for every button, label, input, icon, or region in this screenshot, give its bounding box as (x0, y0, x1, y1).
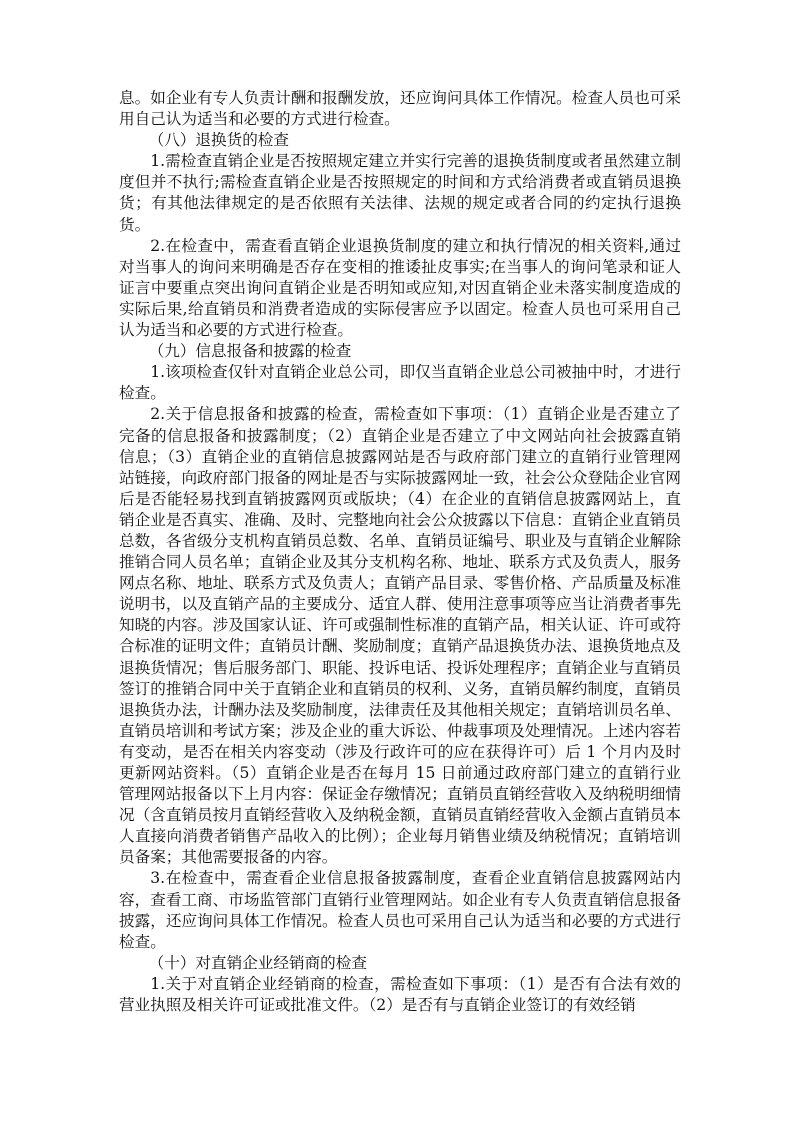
section-heading-returns: （八）退换货的检查 (148, 131, 289, 150)
paragraph-returns-2: 2.在检查中，需查看直销企业退换货制度的建立和执行情况的相关资料,通过对当事人的询问来明确是否存在变相的推诿扯皮事实;在当事人的询问笔录和证人证言中要重点突出询问直销企业是否明知或应知,对因直销企业未落实制度造成的实际后果,给直销员和消费者造成的实际侵害应予以固定。检查人员也可采用自己认为适当和必要的方式进行检查。 (119, 236, 681, 340)
paragraph-disclosure-1: 1.该项检查仅针对直销企业总公司，即仅当直销企业总公司被抽中时，才进行检查。 (119, 363, 681, 403)
paragraph-returns-1: 1.需检查直销企业是否按照规定建立并实行完善的退换货制度或者虽然建立制度但并不执行;需检查直销企业是否按照规定的时间和方式给消费者或直销员退换货；有其他法律规定的是否依照有关法律、法规的规定或者合同的约定执行退换货。 (119, 152, 681, 234)
document-body (119, 88, 681, 1016)
paragraph-continuation: 息。如企业有专人负责计酬和报酬发放，还应询问具体工作情况。检查人员也可采用自己认为适当和必要的方式进行检查。 (119, 89, 681, 129)
paragraph-disclosure-3: 3.在检查中，需查看企业信息报备披露制度，查看企业直销信息披露网站内容，查看工商、市场监管部门直销行业管理网站。如企业有专人负责直销信息报备披露，还应询问具体工作情况。检查人员也可采用自己认为适当和必要的方式进行检查。 (119, 869, 681, 951)
section-heading-distributors: （十）对直销企业经销商的检查 (148, 953, 367, 972)
paragraph-disclosure-2: 2.关于信息报备和披露的检查，需检查如下事项：（1）直销企业是否建立了完备的信息报备和披露制度；（2）直销企业是否建立了中文网站向社会披露直销信息；（3）直销企业的直销信息披露网站是否与政府部门建立的直销行业管理网站链接，向政府部门报备的网址是否与实际披露网址一致，社会公众登陆企业官网后是否能轻易找到直销披露网页或版块；（4）在企业的直销信息披露网站上，直销企业是否真实、准确、及时、完整地向社会公众披露以下信息：直销企业直销员总数，各省级分支机构直销员总数、名单、直销员证编号、职业及与直销企业解除推销合同人员名单；直销企业及其分支机构名称、地址、联系方式及负责人，服务网点名称、地址、联系方式及负责人；直销产品目录、零售价格、产品质量及标准说明书，以及直销产品的主要成分、适宜人群、使用注意事项等应当让消费者事先知晓的内容。涉及国家认证、许可或强制性标准的直销产品，相关认证、许可或符合标准的证明文件；直销员计酬、奖励制度；直销产品退换货办法、退换货地点及退换货情况；售后服务部门、职能、投诉电话、投诉处理程序；直销企业与直销员签订的推销合同中关于直销企业和直销员的权利、义务，直销员解约制度，直销员退换货办法，计酬办法及奖励制度，法律责任及其他相关规定；直销培训员名单、直销员培训和考试方案；涉及企业的重大诉讼、仲裁事项及处理情况。上述内容若有变动，是否在相关内容变动（涉及行政许可的应在获得许可）后 1 个月内及时更新网站资料。（5）直销企业是否在每月 15 日前通过政府部门建立的直销行业管理网站报备以下上月内容：保证金存缴情况；直销员直销经营收入及纳税明细情况（含直销员按月直销经营收入及纳税金额，直销员直销经营收入金额占直销员本人直接向消费者销售产品收入的比例）；企业每月销售业绩及纳税情况；直销培训员备案；其他需要报备的内容。 (119, 405, 681, 867)
paragraph-distributors-1: 1.关于对直销企业经销商的检查，需检查如下事项：（1）是否有合法有效的营业执照及相关许可证或批准文件。（2）是否有与直销企业签订的有效经销 (119, 974, 681, 1015)
section-heading-disclosure: （九）信息报备和披露的检查 (148, 342, 352, 361)
